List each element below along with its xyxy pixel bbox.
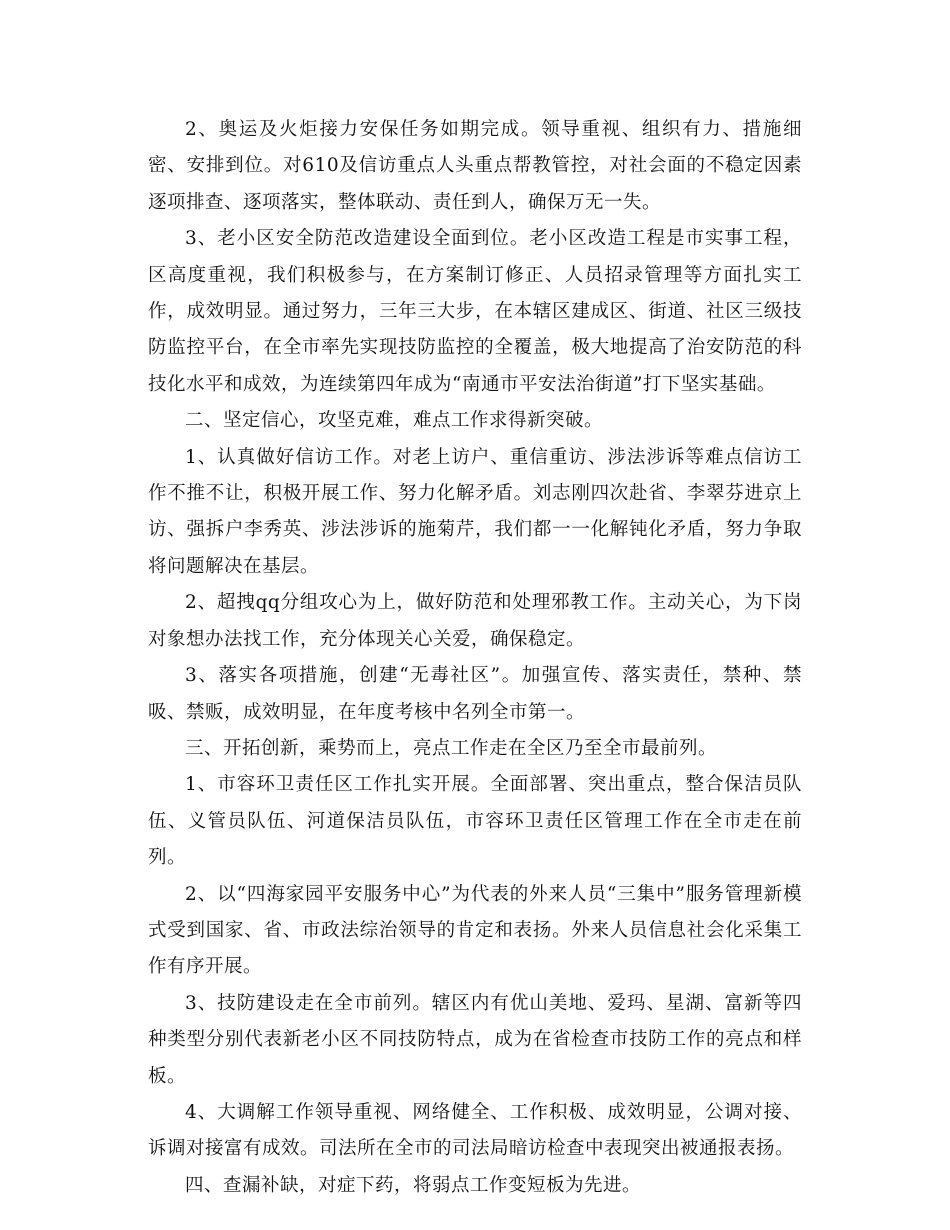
paragraph: 2、以“四海家园平安服务中心”为代表的外来人员“三集中”服务管理新模式受到国家、省、市政法综治领导的肯定和表扬。外来人员信息社会化采集工作有序开展。 [148, 883, 802, 978]
paragraph: 2、奥运及火炬接力安保任务如期完成。领导重视、组织有力、措施细密、安排到位。对610及信访重点人头重点帮教管控，对社会面的不稳定因素逐项排查、逐项落实，整体联动、责任到人，确保万无一失。 [148, 119, 802, 213]
paragraph: 4、大调解工作领导重视、网络健全、工作积极、成效明显，公调对接、诉调对接富有成效。司法所在全市的司法局暗访检查中表现突出被通报表扬。 [148, 1101, 802, 1160]
paragraph: 3、老小区安全防范改造建设全面到位。老小区改造工程是市实事工程，区高度重视，我们积极参与，在方案制订修正、人员招录管理等方面扎实工作，成效明显。通过努力，三年三大步，在本辖区建成区、街道、社区三级技防监控平台，在全市率先实现技防监控的全覆盖，极大地提高了治安防范的科技化水平和成效，为连续第四年成为“南通市平安法治街道”打下坚实基础。 [148, 228, 802, 395]
paragraph: 1、市容环卫责任区工作扎实开展。全面部署、突出重点，整合保洁员队伍、义管员队伍、河道保洁员队伍，市容环卫责任区管理工作在全市走在前列。 [148, 774, 802, 869]
paragraph: 1、认真做好信访工作。对老上访户、重信重访、涉法涉诉等难点信访工作不推不让，积极开展工作、努力化解矛盾。刘志刚四次赴省、李翠芬进京上访、强拆户李秀英、涉法涉诉的施菊芹，我们都一一化解钝化矛盾，努力争取将问题解决在基层。 [148, 446, 802, 577]
section-heading: 四、查漏补缺，对症下药，将弱点工作变短板为先进。 [185, 1174, 642, 1196]
paragraph: 3、技防建设走在全市前列。辖区内有优山美地、爱玛、星湖、富新等四种类型分别代表新老小区不同技防特点，成为在省检查市技防工作的亮点和样板。 [148, 992, 802, 1087]
paragraph: 2、超拽qq分组攻心为上，做好防范和处理邪教工作。主动关心，为下岗对象想办法找工作，充分体现关心关爱，确保稳定。 [148, 592, 802, 650]
paragraph: 3、落实各项措施，创建“无毒社区”。加强宣传、落实责任，禁种、禁吸、禁贩，成效明显，在年度考核中名列全市第一。 [148, 665, 802, 723]
section-heading: 二、坚定信心，攻坚克难，难点工作求得新突破。 [185, 410, 604, 432]
section-heading: 三、开拓创新，乘势而上，亮点工作走在全区乃至全市最前列。 [185, 737, 718, 759]
